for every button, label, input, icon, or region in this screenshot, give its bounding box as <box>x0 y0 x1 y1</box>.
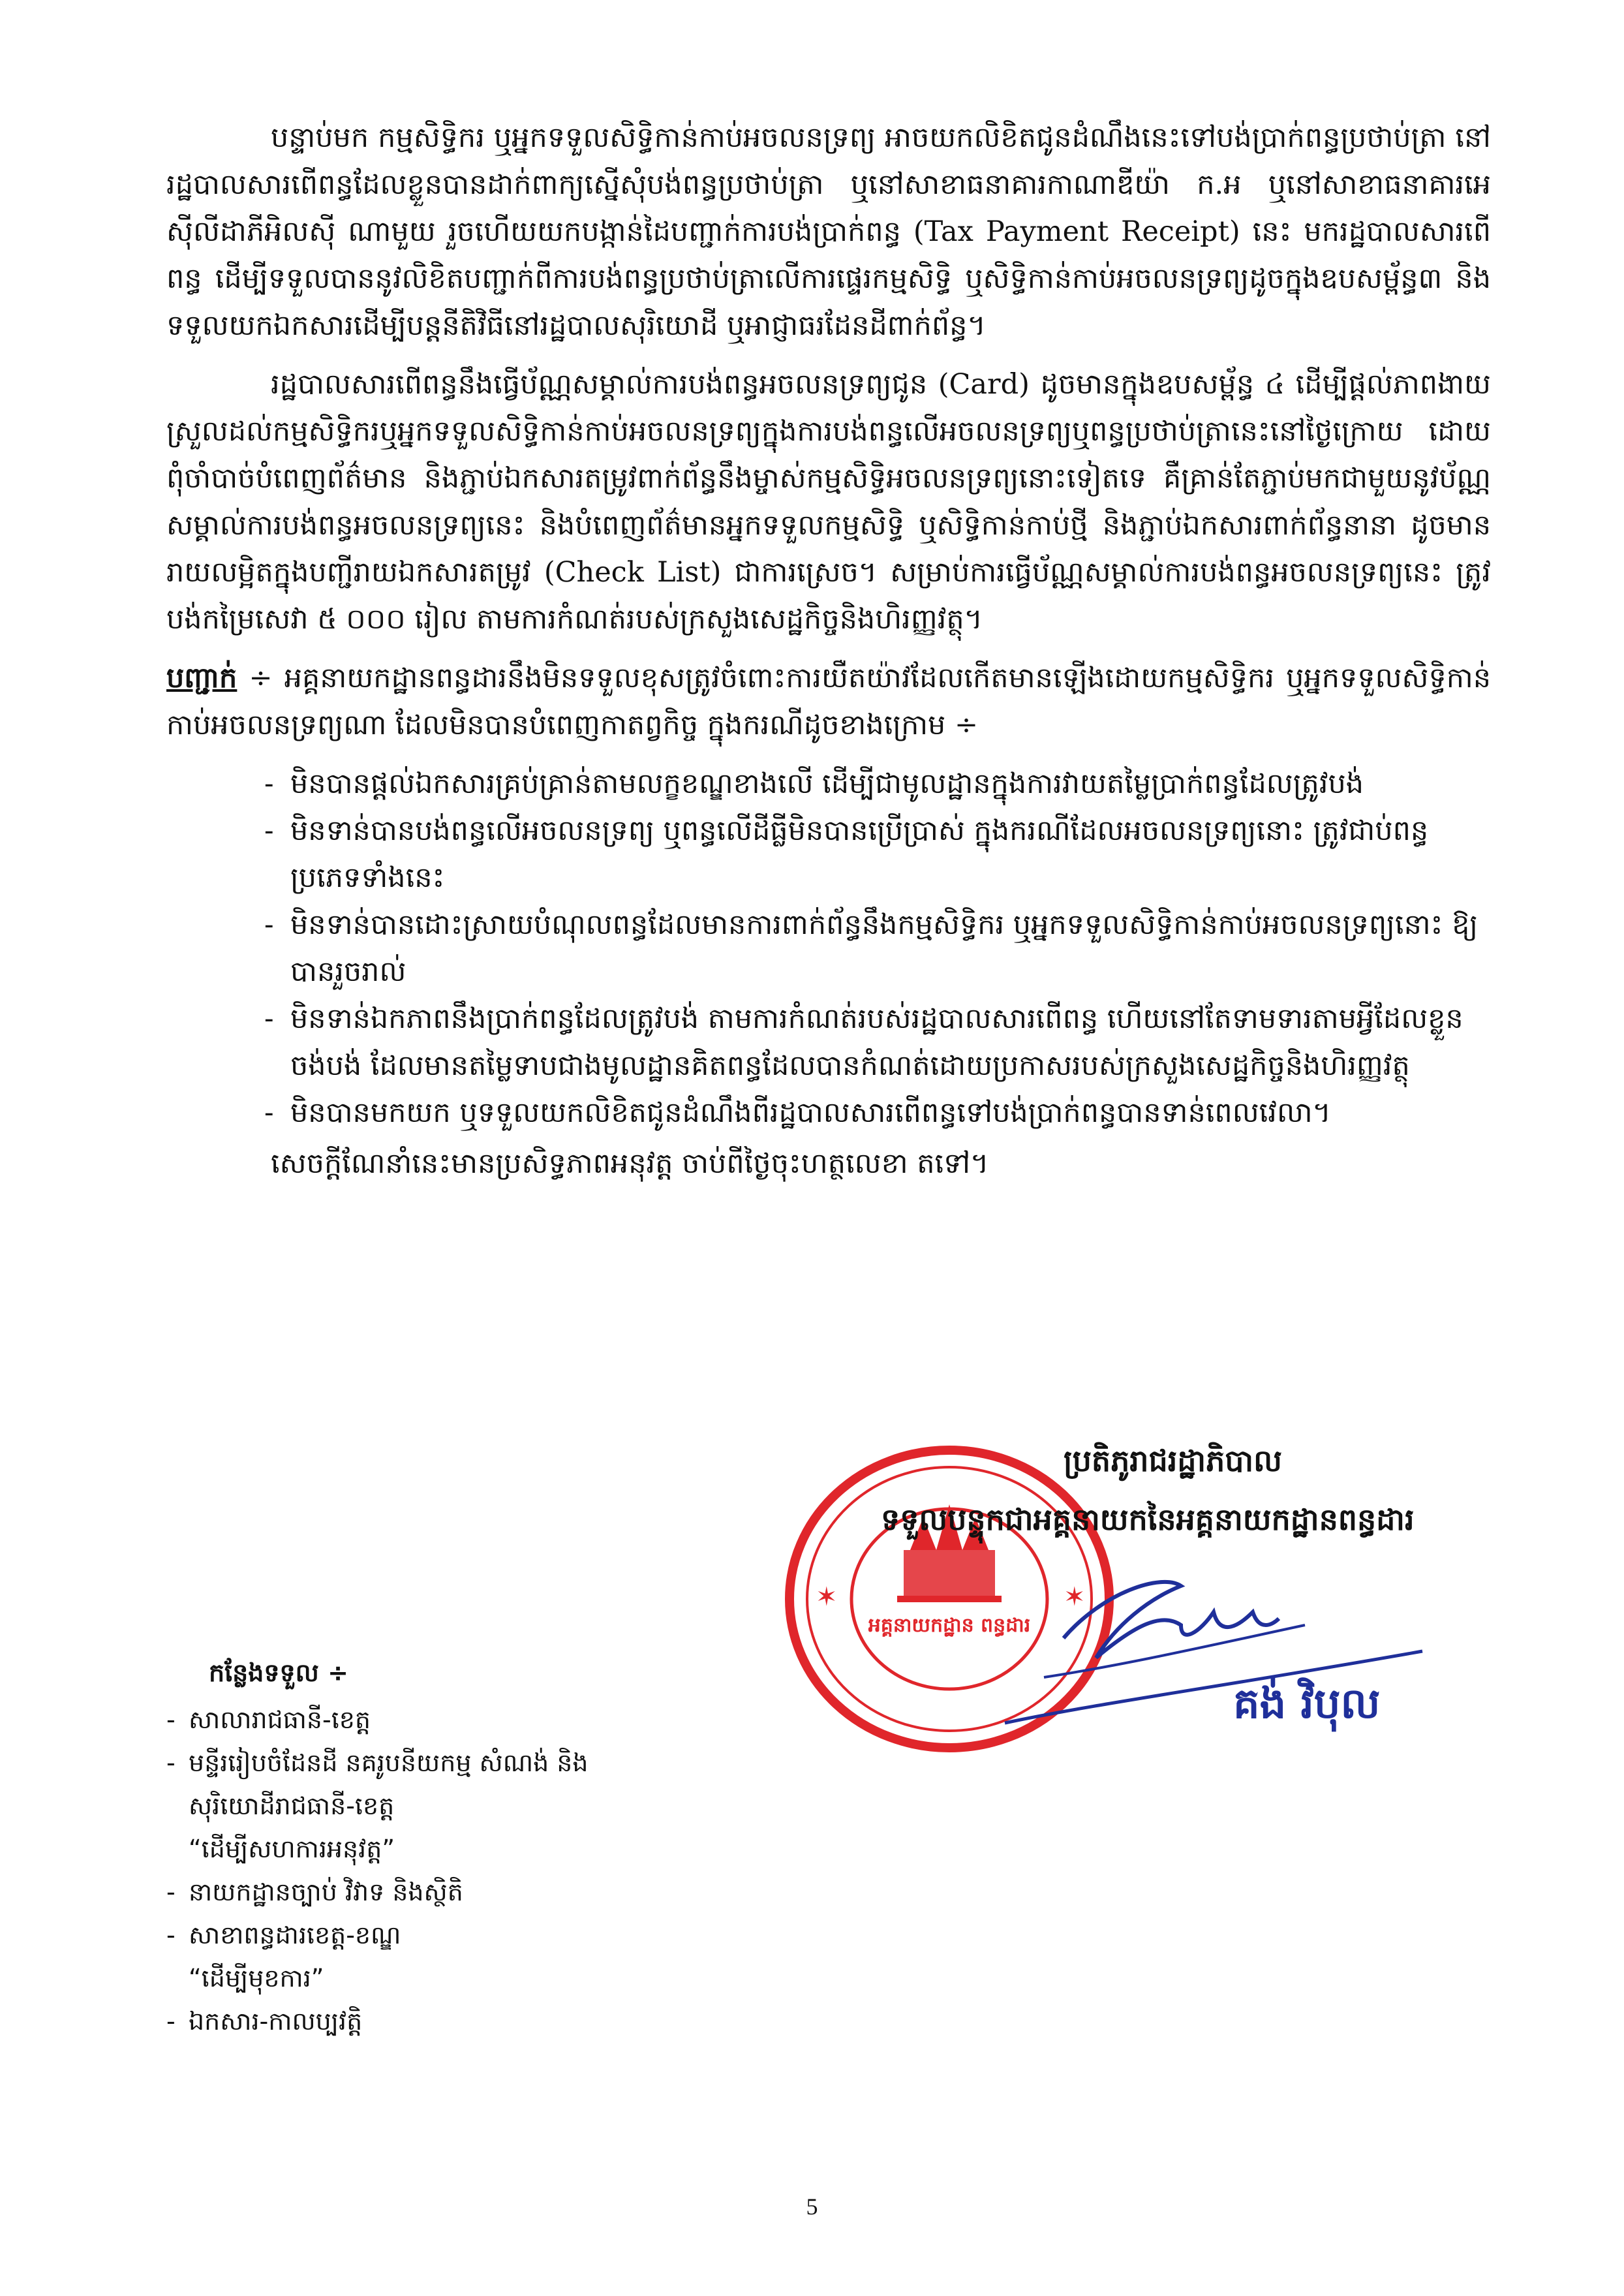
list-item: សុរិយោដីរាជធានី-ខេត្ត <box>189 1792 395 1820</box>
closing-statement: សេចក្តីណែនាំនេះមានប្រសិទ្ធភាពអនុវត្ត ចាប់ពីថ្ងៃចុះហត្ថលេខា តទៅ។ <box>271 1147 989 1180</box>
signatory-position: ទទួលបន្ទុកជាអគ្គនាយកនៃអគ្គនាយកដ្ឋានពន្ធដារ <box>881 1502 1415 1537</box>
list-item: - សាខាពន្ធដារខេត្ត-ខណ្ឌ <box>166 1921 401 1949</box>
svg-text:✶: ✶ <box>1064 1582 1086 1612</box>
list-item: - មិនទាន់បានដោះស្រាយបំណុលពន្ធដែលមានការពាក់ព័ន្ធនឹងកម្មសិទ្ធិករ ឬអ្នកទទួលសិទ្ធិកាន់កាប់អចលនទ្រព្យនោះ ឱ្យបានរួចរាល់ <box>264 908 1478 988</box>
paragraph-payment: បន្ទាប់មក កម្មសិទ្ធិករ ឬអ្នកទទួលសិទ្ធិកាន់កាប់អចលនទ្រព្យ អាចយកលិខិតជូនដំណឹងនេះទៅបង់ប្រាក់ពន្ធប្រថាប់ត្រា នៅរដ្ឋបាលសារពើពន្ធដែលខ្លួនបានដាក់ពាក្យស្នើសុំបង់ពន្ធប្រថាប់ត្រា ឬនៅសាខាធនាគារកាណាឌីយ៉ា ក.អ ឬនៅសាខាធនាគារអេស៊ីលីដាភីអិលស៊ី ណាមួយ រួចហើយយកបង្កាន់ដៃបញ្ជាក់ការបង់ប្រាក់ពន្ធ (Tax Payment Receipt) នេះ មករដ្ឋបាលសារពើពន្ធ ដើម្បីទទួលបាននូវលិខិតបញ្ជាក់ពីការបង់ពន្ធប្រថាប់ត្រាលើការផ្ទេរកម្មសិទ្ធិ ឬសិទ្ធិកាន់កាប់អចលនទ្រព្យដូចក្នុងឧបសម្ព័ន្ធ៣ និងទទួលយកឯកសារដើម្បីបន្តនីតិវិធីនៅរដ្ឋបាលសុរិយោដី ឬអាជ្ញាធរដែនដីពាក់ព័ន្ធ។ <box>166 121 1491 342</box>
seal-text: អគ្គនាយកដ្ឋាន ពន្ធដារ <box>868 1614 1031 1637</box>
list-item: - នាយកដ្ឋានច្បាប់ វិវាទ និងស្ថិតិ <box>166 1878 463 1906</box>
svg-text:✶: ✶ <box>816 1582 838 1612</box>
note-bullet-list <box>166 760 1491 1136</box>
note-label: បញ្ជាក់ <box>166 662 237 694</box>
list-item: - មិនបានផ្តល់ឯកសារគ្រប់គ្រាន់តាមលក្ខខណ្ឌខាងលើ ដើម្បីជាមូលដ្ឋានក្នុងការវាយតម្លៃប្រាក់ពន្ធដែលត្រូវបង់ <box>264 768 1364 800</box>
list-item: “ដើម្បីមុខការ” <box>189 1964 324 1993</box>
signatory-name: គង់ វិបុល <box>1233 1680 1381 1728</box>
list-item: “ដើម្បីសហការអនុវត្ត” <box>189 1835 395 1863</box>
recipients-list <box>166 1698 589 2043</box>
list-item: - មិនបានមកយក ឬទទួលយកលិខិតជូនដំណឹងពីរដ្ឋបាលសារពើពន្ធទៅបង់ប្រាក់ពន្ធបានទាន់ពេលវេលា។ <box>264 1096 1331 1129</box>
list-item: - សាលារាជធានី-ខេត្ត <box>166 1705 371 1734</box>
recipients-block <box>166 1651 589 2043</box>
recipients-title: កន្លែងទទួល ÷ <box>209 1658 348 1687</box>
note-text: អគ្គនាយកដ្ឋានពន្ធដារនឹងមិនទទួលខុសត្រូវចំពោះការយឺតយ៉ាវដែលកើតមានឡើងដោយកម្មសិទ្ធិករ ឬអ្នកទទួលសិទ្ធិកាន់កាប់អចលនទ្រព្យណា ដែលមិនបានបំពេញកាតព្វកិច្ច ក្នុងករណីដូចខាងក្រោម ÷ <box>166 662 1491 741</box>
body-text <box>166 114 1491 1187</box>
page-number: 5 <box>806 2194 818 2220</box>
paragraph-card: រដ្ឋបាលសារពើពន្ធនឹងធ្វើប័ណ្ណសម្គាល់ការបង់ពន្ធអចលនទ្រព្យជូន (Card) ដូចមានក្នុងឧបសម្ព័ន្ធ ៤ ដើម្បីផ្តល់ភាពងាយស្រួលដល់កម្មសិទ្ធិករឬអ្នកទទួលសិទ្ធិកាន់កាប់អចលនទ្រព្យក្នុងការបង់ពន្ធលើអចលនទ្រព្យឬពន្ធប្រថាប់ត្រានេះនៅថ្ងៃក្រោយ ដោយពុំចាំបាច់បំពេញព័ត៌មាន និងភ្ជាប់ឯកសារតម្រូវពាក់ព័ន្ធនឹងម្ចាស់កម្មសិទ្ធិអចលនទ្រព្យនោះទៀតទេ គឺគ្រាន់តែភ្ជាប់មកជាមួយនូវប័ណ្ណសម្គាល់ការបង់ពន្ធអចលនទ្រព្យនេះ និងបំពេញព័ត៌មានអ្នកទទួលកម្មសិទ្ធិ ឬសិទ្ធិកាន់កាប់ថ្មី និងភ្ជាប់ឯកសារពាក់ព័ន្ធនានា ដូចមានរាយលម្អិតក្នុងបញ្ជីរាយឯកសារតម្រូវ (Check List) ជាការស្រេច។ សម្រាប់ការធ្វើប័ណ្ណសម្គាល់ការបង់ពន្ធអចលនទ្រព្យនេះ ត្រូវបង់កម្រៃសេវា ៥ ០០០ រៀល តាមការកំណត់របស់ក្រសួងសេដ្ឋកិច្ចនិងហិរញ្ញវត្ថុ។ <box>166 368 1491 636</box>
list-item: - ឯកសារ-កាលប្បវត្តិ <box>166 2007 363 2036</box>
list-item: - មិនទាន់ឯកភាពនឹងប្រាក់ពន្ធដែលត្រូវបង់ តាមការកំណត់របស់រដ្ឋបាលសារពើពន្ធ ហើយនៅតែទាមទារតាមអ្វីដែលខ្លួនចង់បង់ ដែលមានតម្លៃទាបជាងមូលដ្ឋានគិតពន្ធដែលបានកំណត់ដោយប្រកាសរបស់ក្រសួងសេដ្ឋកិច្ចនិងហិរញ្ញវត្ថុ <box>264 1002 1463 1082</box>
list-item: - មិនទាន់បានបង់ពន្ធលើអចលនទ្រព្យ ឬពន្ធលើដីធ្លីមិនបានប្រើប្រាស់ ក្នុងករណីដែលអចលនទ្រព្យនោះ ត្រូវជាប់ពន្ធប្រភេទទាំងនេះ <box>264 814 1429 894</box>
signatory-title: ប្រតិភូរាជរដ្ឋាភិបាល <box>1064 1443 1282 1478</box>
list-item: - មន្ទីររៀបចំដែនដី នគរូបនីយកម្ម សំណង់ និង <box>166 1748 589 1777</box>
note-separator: ÷ <box>249 662 273 694</box>
note-paragraph <box>166 655 1491 749</box>
